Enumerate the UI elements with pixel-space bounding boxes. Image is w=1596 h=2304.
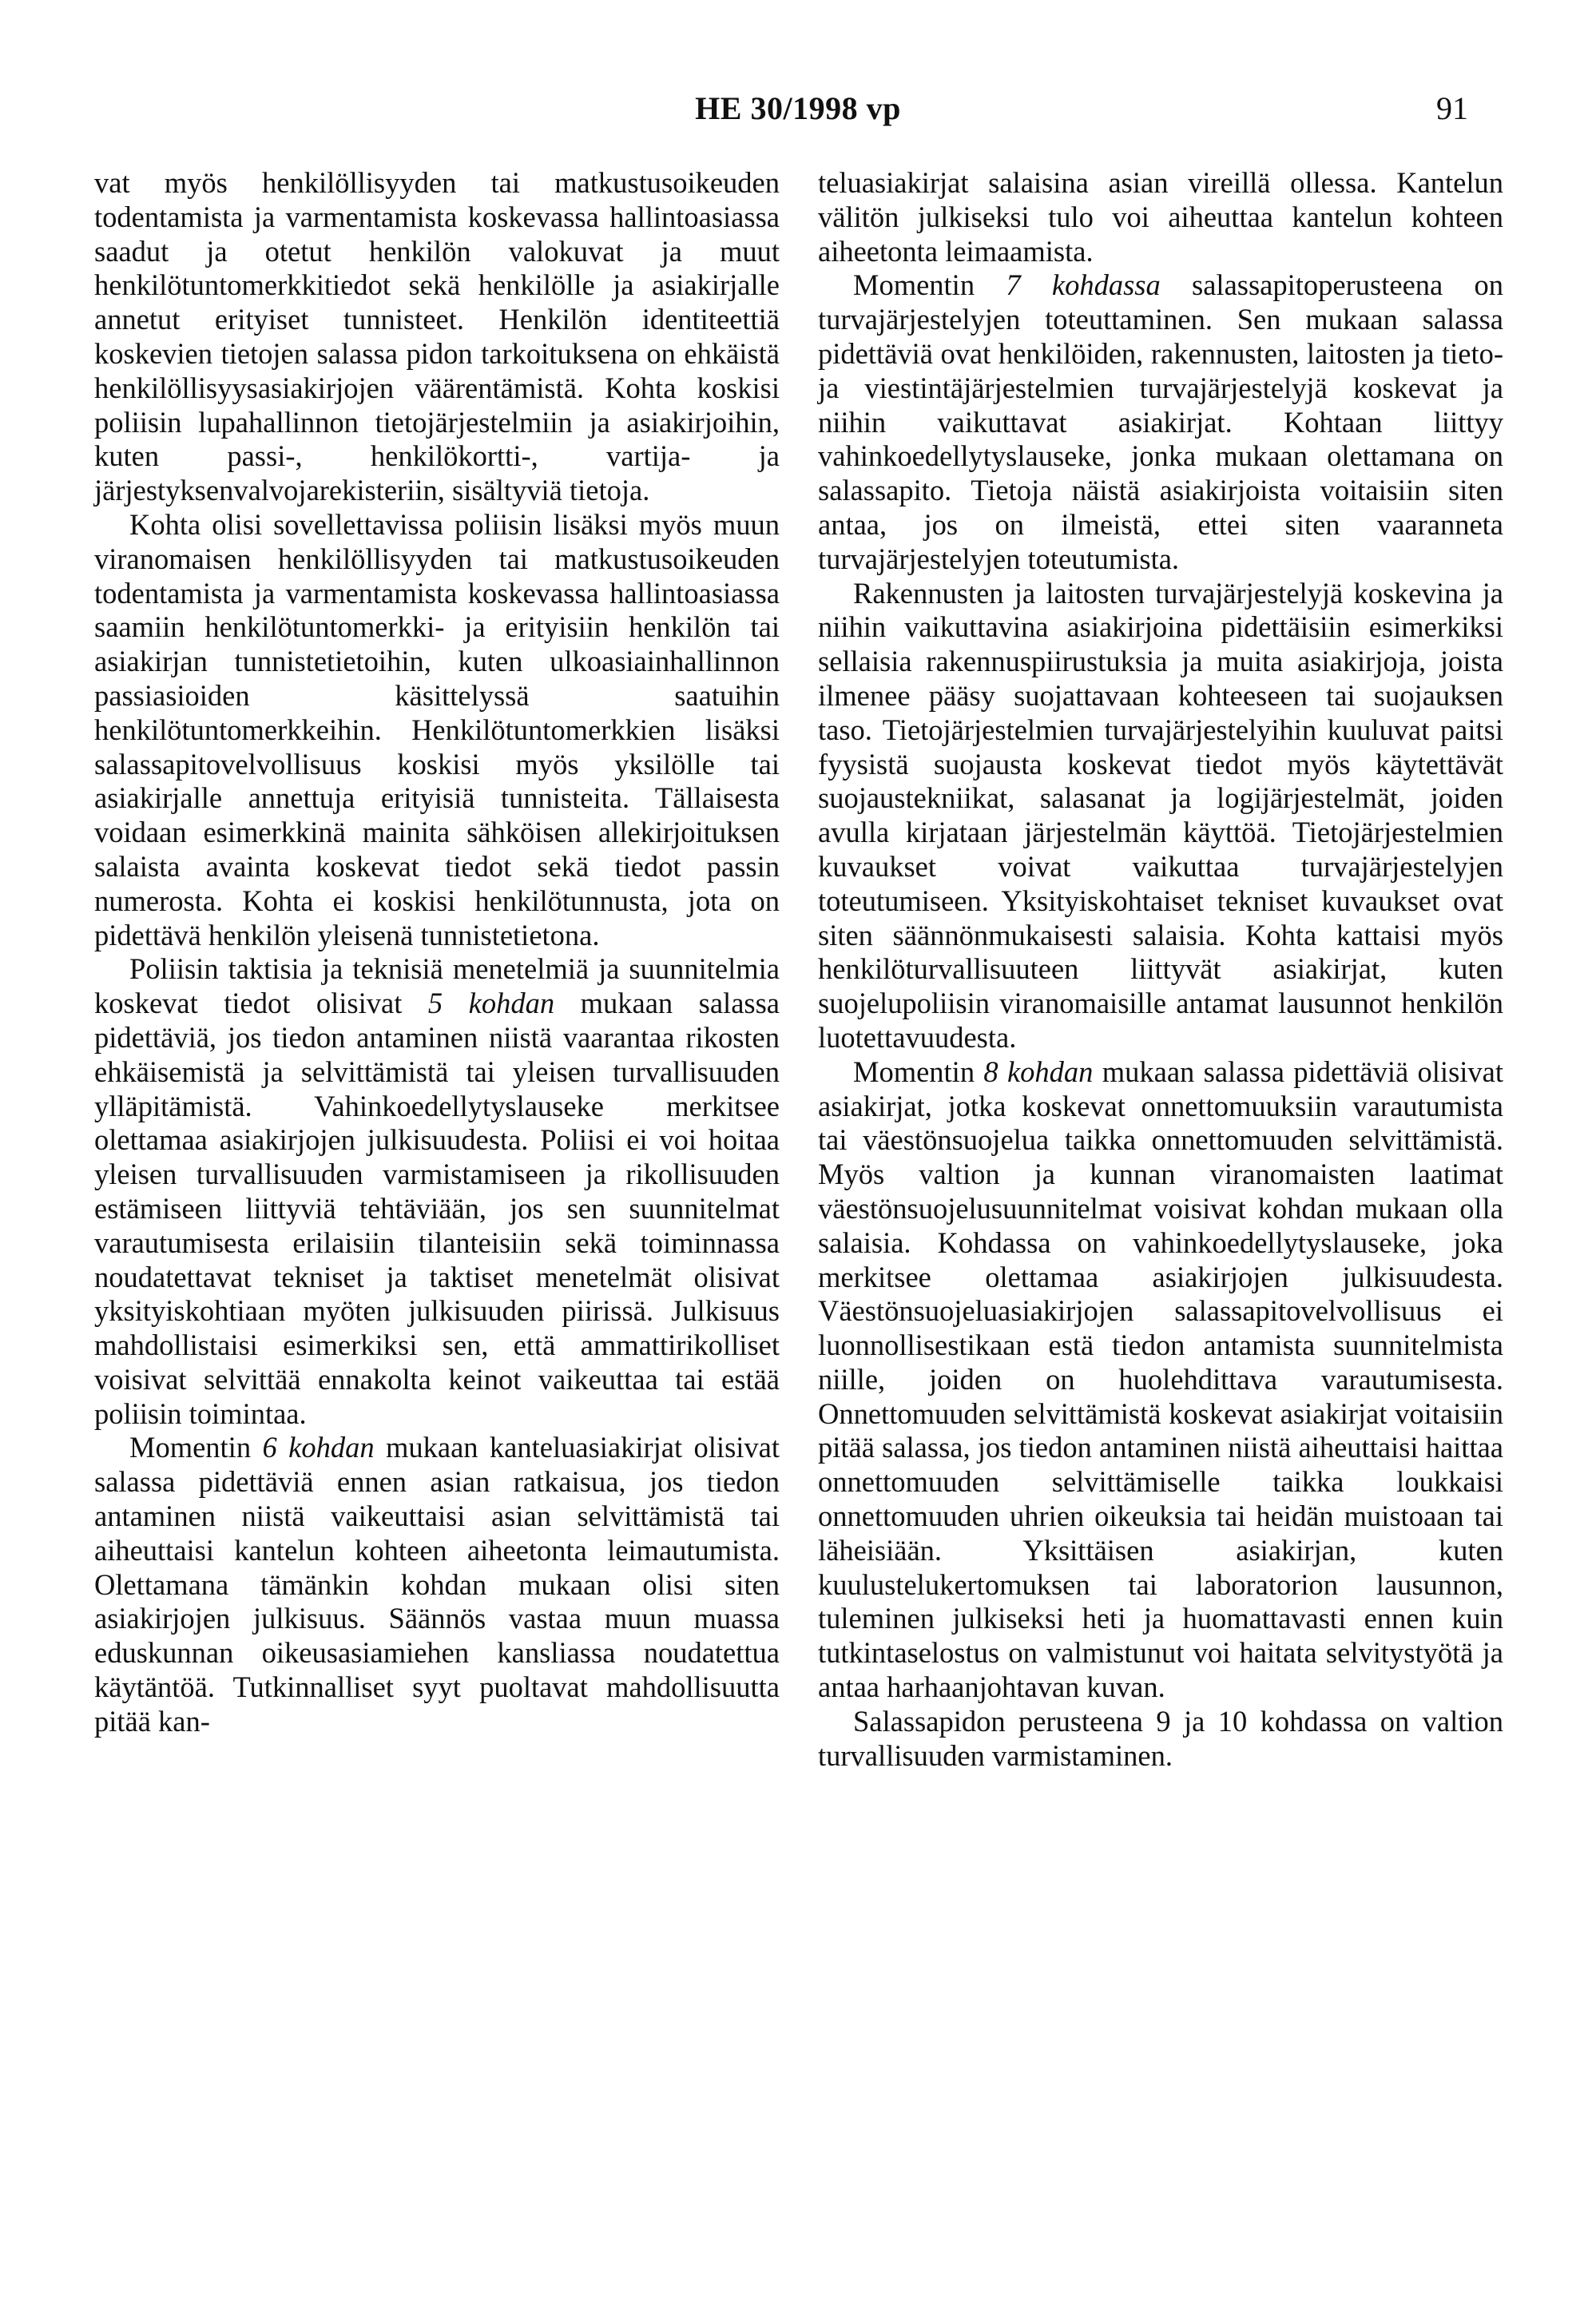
text-run: mukaan kanteluasiakirjat olisivat salassa pidettäviä ennen asian ratkaisua, jos tiedon antaminen niistä vaikeuttaisi asian selvittämistä tai aiheuttaisi kantelun kohteen aiheetonta leimautumista. Olettamana tämänkin kohdan mukaan olisi siten asiakirjojen julkisuus. Säännös vastaa muun muassa eduskunnan oikeusasiamiehen kansliassa noudatettua käytäntöä. Tutkinnalliset syyt puoltavat mahdollisuutta pitää kan- <box>94 1431 780 1738</box>
text-run: Salassapidon perusteena 9 ja 10 kohdassa on valtion turvallisuuden varmistaminen. <box>818 1704 1503 1772</box>
document-identifier: HE 30/1998 vp <box>695 90 901 126</box>
text-run: Poliisin taktisia ja teknisiä menetelmiä ja suunnitelmia koskevat tiedot olisivat <box>94 952 780 1020</box>
paragraph <box>818 166 1503 268</box>
text-run: salassapitoperusteena on turvajärjestelyjen toteuttaminen. Sen mukaan salassa pidettäviä ovat henkilöiden, rakennusten, laitosten ja tieto- ja viestintäjärjestelmien turvajärjestelyjä koskevat ja niihin vaikuttavat asiakirjat. Kohtaan liittyy vahinkoedellytyslauseke, jonka mukaan olettamana on salassapito. Tietoja näistä asiakirjoista voitaisiin siten antaa, jos on ilmeistä, ettei siten vaaranneta turvajärjestelyjen toteutumista. <box>818 268 1503 575</box>
paragraph <box>94 1431 780 1738</box>
text-run: Kohta olisi sovellettavissa poliisin lisäksi myös muun viranomaisen henkilöllisyyden tai matkustusoikeuden todentamista ja varmentamista koskevassa hallintoasiassa saamiin henkilötuntomerkki- ja erityisiin henkilön tai asiakirjan tunnistetietoihin, kuten ulkoasiainhallinnon passiasioiden käsittelyssä saatuihin henkilötuntomerkkeihin. Henkilötuntomerkkien lisäksi salassapitovelvollisuus koskisi myös yksilölle tai asiakirjalle annettuja erityisiä tunnisteita. Tällaisesta voidaan esimerkkinä mainita sähköisen allekirjoituksen salaista avainta koskevat tiedot sekä tiedot passin numerosta. Kohta ei koskisi henkilötunnusta, jota on pidettävä henkilön yleisenä tunnistetietona. <box>94 507 780 951</box>
text-run: Momentin <box>129 1431 263 1464</box>
text-run: vat myös henkilöllisyyden tai matkustusoikeuden todentamista ja varmentamista koskevassa hallintoasiassa saadut ja otetut henkilön valokuvat ja muut henkilötuntomerkkitiedot sekä henkilölle ja asiakirjalle annetut erityiset tunnisteet. Henkilön identiteettiä koskevien tietojen salassa pidon tarkoituksena on ehkäistä henkilöllisyysasiakirjojen väärentämistä. Kohta koskisi poliisin lupahallinnon tietojärjestelmiin ja asiakirjoihin, kuten passi-, henkilökortti-, vartija- ja järjestyksenvalvojarekisteriin, sisältyviä tietoja. <box>94 166 780 507</box>
text-run: teluasiakirjat salaisina asian vireillä ollessa. Kantelun välitön julkiseksi tulo voi aiheuttaa kantelun kohteen aiheetonta leimaamista. <box>818 166 1503 268</box>
paragraph <box>818 1055 1503 1705</box>
paragraph <box>818 1705 1503 1774</box>
italic-reference: 8 kohdan <box>983 1055 1094 1088</box>
paragraph <box>94 508 780 952</box>
text-run: Momentin <box>853 1055 984 1088</box>
italic-reference: 6 kohdan <box>262 1431 375 1464</box>
text-run: mukaan salassa pidettäviä olisivat asiakirjat, jotka koskevat onnettomuuksiin varautumista tai väestönsuojelua taikka onnettomuuden selvittämistä. Myös valtion ja kunnan viranomaisten laatimat väestönsuojelusuunnitelmat voisivat kohdan mukaan olla salaisia. Kohdassa on vahinkoedellytyslauseke, joka merkitsee olettamaa asiakirjojen julkisuudesta. Väestönsuojeluasiakirjojen salassapitovelvollisuus ei luonnollisestikaan estä tiedon antamista suunnitelmista niille, joiden on huolehdittava varautumisesta. Onnettomuuden selvittämistä koskevat asiakirjat voitaisiin pitää salassa, jos tiedon antaminen niistä aiheuttaisi haittaa onnettomuuden selvittämiselle taikka loukkaisi onnettomuuden uhrien oikeuksia tai heidän muistoaan tai läheisiään. Yksittäisen asiakirjan, kuten kuulustelukertomuksen tai laboratorion lausunnon, tuleminen julkiseksi heti ja huomattavasti ennen kuin tutkintaselostus on valmistunut voi haitata selvitystyötä ja antaa harhaanjohtavan kuvan. <box>818 1055 1504 1704</box>
paragraph <box>818 577 1503 1055</box>
italic-reference: 5 kohdan <box>427 987 555 1020</box>
left-column <box>94 166 780 1739</box>
paragraph <box>818 268 1503 576</box>
italic-reference: 7 kohdassa <box>1006 268 1161 302</box>
paragraph <box>94 166 780 508</box>
right-column <box>818 166 1503 1773</box>
paragraph <box>94 952 780 1431</box>
text-run: Rakennusten ja laitosten turvajärjestelyjä koskevina ja niihin vaikuttavina asiakirjoina pidettäisiin esimerkiksi sellaisia rakennuspiirustuksia ja muita asiakirjoja, joista ilmenee pääsy suojattavaan kohteeseen tai suojauksen taso. Tietojärjestelmien turvajärjestelyihin kuuluvat paitsi fyysistä suojausta koskevat tiedot myös käytettävät suojaustekniikat, salasanat ja logijärjestelmät, joiden avulla kirjataan järjestelmän käyttöä. Tietojärjestelmien kuvaukset voivat vaikuttaa turvajärjestelyjen toteutumiseen. Yksityiskohtaiset tekniset kuvaukset ovat siten säännönmukaisesti salaisia. Kohta kattaisi myös henkilöturvallisuuteen liittyvät asiakirjat, kuten suojelupoliisin viranomaisille antamat lausunnot henkilön luotettavuudesta. <box>818 576 1503 1054</box>
text-run: mukaan salassa pidettäviä, jos tiedon antaminen niistä vaarantaa rikosten ehkäisemistä ja selvittämistä tai yleisen turvallisuuden ylläpitämistä. Vahinkoedellytyslauseke merkitsee olettamaa asiakirjojen julkisuudesta. Poliisi ei voi hoitaa yleisen turvallisuuden varmistamiseen ja rikollisuuden estämiseen liittyviä tehtäviään, jos sen suunnitelmat varautumisesta erilaisiin tilanteisiin sekä toiminnassa noudatettavat tekniset ja taktiset menetelmät olisivat yksityiskohtiaan myöten julkisuuden piirissä. Julkisuus mahdollistaisi esimerkiksi sen, että ammattirikolliset voisivat selvittää ennakolta keinot vaikeuttaa tai estää poliisin toimintaa. <box>94 987 780 1430</box>
text-run: Momentin <box>853 268 1006 302</box>
page-number: 91 <box>1436 90 1468 126</box>
